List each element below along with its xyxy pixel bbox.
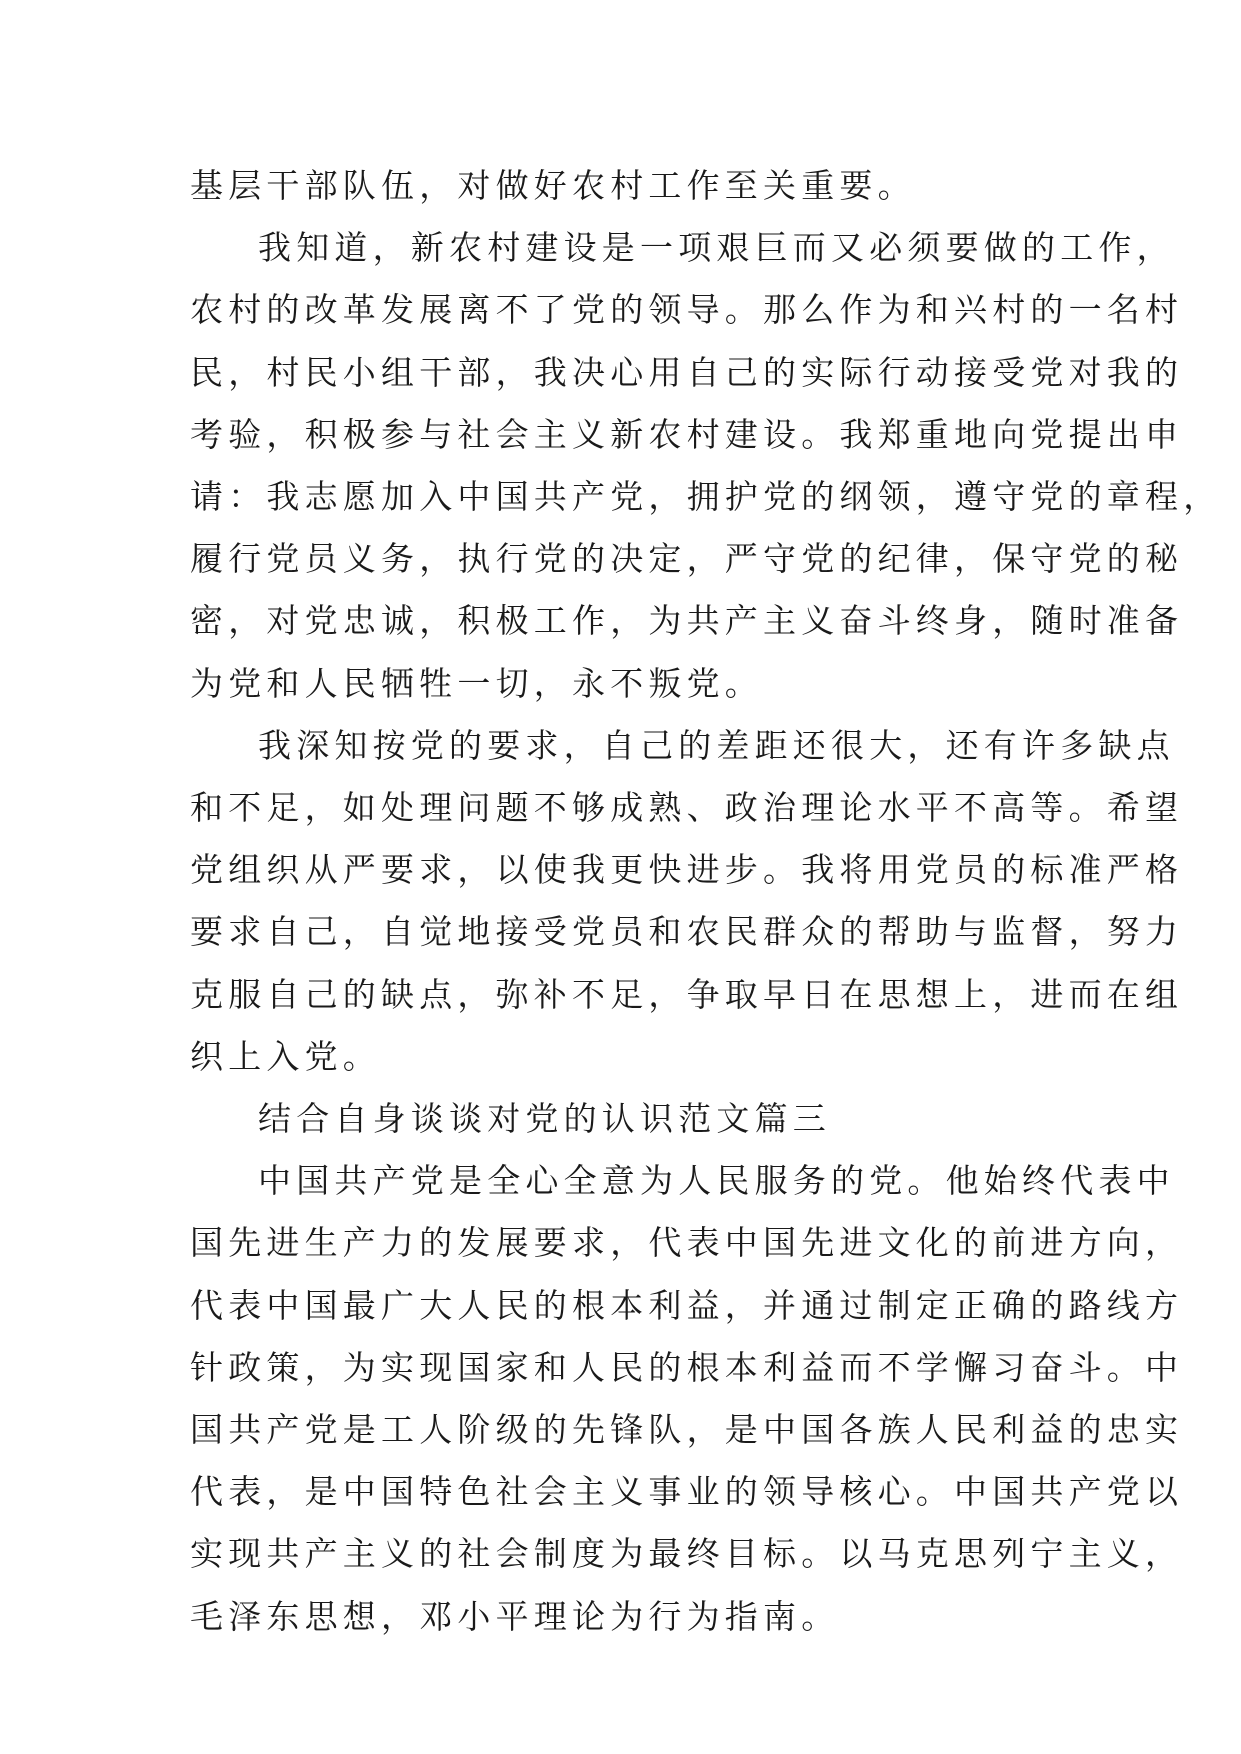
paragraph-party-understanding [190,1150,1184,1648]
text-line: 请：我志愿加入中国共产党，拥护党的纲领，遵守党的章程， [190,477,1222,517]
paragraph-new-village-construction [190,217,1222,715]
section-title: 结合自身谈谈对党的认识范文篇三 [258,1099,831,1139]
paragraph-continuation [190,155,1075,217]
text-line: 毛泽东思想，邓小平理论为行为指南。 [190,1596,840,1636]
text-line: 党组织从严要求，以使我更快进步。我将用党员的标准严格 [190,850,1184,890]
text-line: 中国共产党是全心全意为人民服务的党。他始终代表中 [258,1161,1175,1201]
text-line: 针政策，为实现国家和人民的根本利益而不学懈习奋斗。中 [190,1347,1184,1387]
paragraph-shortcomings [190,715,1184,1088]
text-line: 基层干部队伍，对做好农村工作至关重要。 [190,166,916,205]
text-line: 履行党员义务，执行党的决定，严守党的纪律，保守党的秘 [190,539,1184,579]
text-line: 农村的改革发展离不了党的领导。那么作为和兴村的一名村 [190,290,1184,330]
text-line: 实现共产主义的社会制度为最终目标。以马克思列宁主义， [190,1534,1184,1574]
text-line: 代表，是中国特色社会主义事业的领导核心。中国共产党以 [190,1472,1184,1512]
text-line: 国共产党是工人阶级的先锋队，是中国各族人民利益的忠实 [190,1410,1184,1450]
text-line: 代表中国最广大人民的根本利益，并通过制定正确的路线方 [190,1285,1184,1325]
text-line: 民，村民小组干部，我决心用自己的实际行动接受党对我的 [190,352,1184,392]
text-line: 国先进生产力的发展要求，代表中国先进文化的前进方向， [190,1223,1184,1263]
text-line: 织上入党。 [190,1036,381,1076]
text-line: 为党和人民牺牲一切，永不叛党。 [190,663,763,703]
text-line: 考验，积极参与社会主义新农村建设。我郑重地向党提出申 [190,414,1184,454]
document-body [190,155,1222,1648]
text-line: 密，对党忠诚，积极工作，为共产主义奋斗终身，随时准备 [190,601,1184,641]
text-line: 和不足，如处理问题不够成熟、政治理论水平不高等。希望 [190,788,1184,828]
text-line: 克服自己的缺点，弥补不足，争取早日在思想上，进而在组 [190,974,1184,1014]
text-line: 我知道，新农村建设是一项艰巨而又必须要做的工作， [258,228,1175,268]
section-heading [190,1088,1075,1150]
text-line: 要求自己，自觉地接受党员和农民群众的帮助与监督，努力 [190,912,1184,952]
text-line: 我深知按党的要求，自己的差距还很大，还有许多缺点 [258,725,1175,765]
